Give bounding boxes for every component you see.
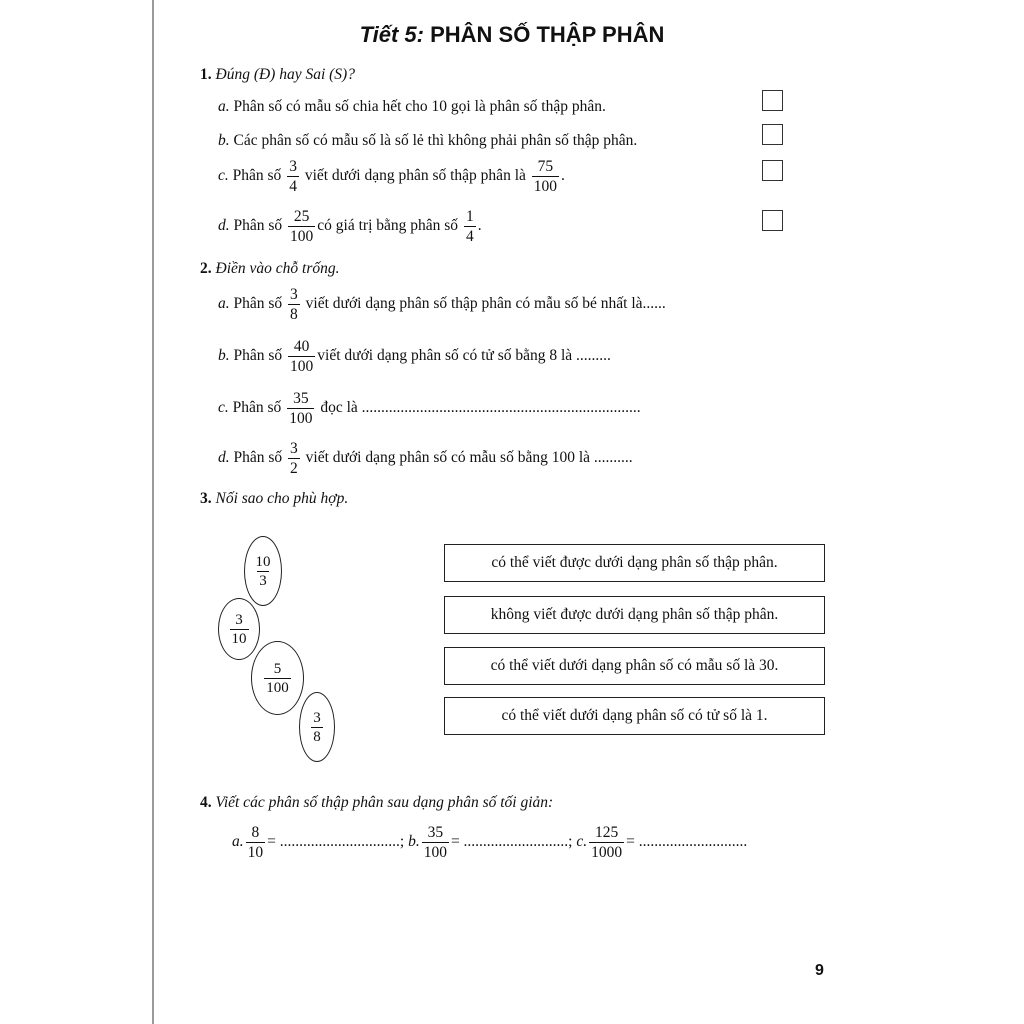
- q1-item-a: [218, 98, 606, 116]
- q4b-answer-blank[interactable]: = ...........................;: [450, 833, 573, 851]
- q2c-letter: c.: [218, 399, 229, 417]
- q1d-text-3: .: [477, 217, 482, 235]
- numerator: 25: [293, 208, 310, 225]
- box-text: có thể viết dưới dạng phân số có mẫu số là 30.: [490, 657, 779, 674]
- numerator: 35: [427, 824, 444, 841]
- q2d-text-1: Phân số: [233, 449, 283, 467]
- q1b-checkbox[interactable]: [762, 124, 783, 145]
- q3-oval-2[interactable]: [218, 598, 260, 660]
- box-text: có thể viết dưới dạng phân số có tử số là 1.: [501, 707, 768, 724]
- q1c-text-3: .: [561, 167, 565, 185]
- denominator: 1000: [591, 844, 623, 861]
- q1-heading: [200, 66, 355, 84]
- q4-items: [232, 824, 747, 861]
- q1d-checkbox[interactable]: [762, 210, 783, 231]
- q1c-text-2: viết dưới dạng phân số thập phân là: [304, 167, 526, 185]
- box-text: không viết được dưới dạng phân số thập phân.: [490, 606, 779, 623]
- oval-fraction: [254, 554, 273, 589]
- q2-item-d: [218, 440, 633, 477]
- q2b-text-1: Phân số: [233, 347, 283, 365]
- q1c-checkbox[interactable]: [762, 160, 783, 181]
- denominator: 100: [290, 228, 314, 245]
- q2d-answer-blank[interactable]: viết dưới dạng phân số có mẫu số bằng 100 là ..........: [305, 449, 633, 467]
- q1-number: 1.: [200, 66, 212, 83]
- q3-answer-box-3[interactable]: [444, 647, 825, 685]
- q4c-fraction: [589, 824, 624, 861]
- numerator: 35: [293, 390, 309, 407]
- numerator: 8: [251, 824, 260, 841]
- oval-fraction: [264, 661, 291, 696]
- q4b-letter: b.: [408, 833, 420, 851]
- q1c-text-1: Phân số: [232, 167, 282, 185]
- q1c-letter: c.: [218, 167, 229, 185]
- q4b-fraction: [422, 824, 449, 861]
- q2c-fraction: [287, 390, 314, 427]
- q2b-letter: b.: [218, 347, 230, 365]
- q2b-answer-blank[interactable]: viết dưới dạng phân số có tử số bằng 8 là .........: [317, 347, 611, 365]
- q1d-letter: d.: [218, 217, 230, 235]
- q4c-letter: c.: [576, 833, 588, 851]
- q2a-answer-blank[interactable]: viết dưới dạng phân số thập phân có mẫu số bé nhất là......: [305, 295, 666, 313]
- q4-heading-text: Viết các phân số thập phân sau dạng phân số tối giản:: [215, 794, 554, 811]
- numerator: 125: [595, 824, 619, 841]
- q3-answer-box-4[interactable]: [444, 697, 825, 735]
- q1d-text-1: Phân số: [233, 217, 283, 235]
- numerator: 75: [537, 158, 554, 175]
- numerator: 3: [313, 709, 321, 726]
- numerator: 3: [290, 440, 298, 457]
- denominator: 3: [259, 572, 267, 589]
- q4-number: 4.: [200, 794, 212, 811]
- q4a-answer-blank[interactable]: = ...............................;: [267, 833, 405, 851]
- q2-heading-text: Điền vào chỗ trống.: [215, 260, 340, 277]
- q2a-fraction: [288, 286, 300, 323]
- denominator: 10: [247, 844, 264, 861]
- q2b-fraction: [288, 338, 315, 375]
- denominator: 8: [290, 306, 298, 323]
- q2-heading: [200, 260, 339, 278]
- q1-heading-text: Đúng (Đ) hay Sai (S)?: [215, 66, 355, 83]
- q2-number: 2.: [200, 260, 212, 277]
- oval-fraction: [230, 612, 249, 647]
- q3-number: 3.: [200, 490, 212, 507]
- q1d-fraction-1: [288, 208, 315, 245]
- q2-item-c: [218, 390, 641, 427]
- page-margin-line: [152, 0, 154, 1024]
- q1a-checkbox[interactable]: [762, 90, 783, 111]
- q3-answer-box-1[interactable]: [444, 544, 825, 582]
- denominator: 4: [289, 178, 297, 195]
- denominator: 100: [290, 358, 314, 375]
- q4c-answer-blank[interactable]: = ............................: [626, 833, 748, 851]
- q2-item-b: [218, 338, 611, 375]
- q1a-letter: a.: [218, 98, 230, 115]
- q2d-fraction: [288, 440, 300, 477]
- denominator: 8: [313, 728, 321, 745]
- q2-item-a: [218, 286, 666, 323]
- q1d-fraction-2: [464, 208, 476, 245]
- q3-heading-text: Nối sao cho phù hợp.: [215, 490, 349, 507]
- q3-oval-4[interactable]: [299, 692, 335, 762]
- denominator: 100: [289, 410, 313, 427]
- q4a-fraction: [246, 824, 266, 861]
- numerator: 5: [273, 660, 282, 677]
- denominator: 100: [423, 844, 447, 861]
- q1b-letter: b.: [218, 132, 230, 149]
- q1b-text: Các phân số có mẫu số là số lẻ thì không phải phân số thập phân.: [233, 132, 638, 149]
- q1c-fraction-1: [287, 158, 299, 195]
- q1-item-b: [218, 132, 637, 150]
- numerator: 40: [293, 338, 310, 355]
- q1d-text-2: có giá trị bằng phân số: [317, 217, 459, 235]
- q3-oval-1[interactable]: [244, 536, 282, 606]
- q2c-answer-blank[interactable]: đọc là ........................................................................: [320, 399, 641, 417]
- numerator: 3: [289, 158, 297, 175]
- q1c-fraction-2: [532, 158, 559, 195]
- denominator: 100: [533, 178, 558, 195]
- q2a-text-1: Phân số: [233, 295, 283, 313]
- q1a-text: Phân số có mẫu số chia hết cho 10 gọi là phân số thập phân.: [233, 98, 606, 115]
- q3-heading: [200, 490, 348, 508]
- page-number: 9: [815, 962, 824, 979]
- page-title: [0, 22, 1024, 48]
- denominator: 100: [266, 679, 289, 696]
- numerator: 3: [235, 611, 243, 628]
- q2a-letter: a.: [218, 295, 230, 313]
- q4-heading: [200, 794, 553, 812]
- q2c-text-1: Phân số: [232, 399, 282, 417]
- box-text: có thể viết được dưới dạng phân số thập phân.: [491, 554, 778, 571]
- q3-answer-box-2[interactable]: [444, 596, 825, 634]
- numerator: 1: [465, 208, 474, 225]
- q1-item-c: [218, 158, 565, 195]
- denominator: 4: [465, 228, 474, 245]
- denominator: 10: [231, 630, 247, 647]
- q4a-letter: a.: [232, 833, 244, 851]
- numerator: 3: [290, 286, 298, 303]
- q2d-letter: d.: [218, 449, 230, 467]
- title-main: PHÂN SỐ THẬP PHÂN: [430, 22, 665, 47]
- q3-oval-3[interactable]: [251, 641, 304, 715]
- numerator: 10: [255, 553, 271, 570]
- title-prefix: Tiết 5:: [359, 22, 424, 47]
- q1-item-d: [218, 208, 482, 245]
- denominator: 2: [290, 460, 298, 477]
- oval-fraction: [311, 710, 323, 745]
